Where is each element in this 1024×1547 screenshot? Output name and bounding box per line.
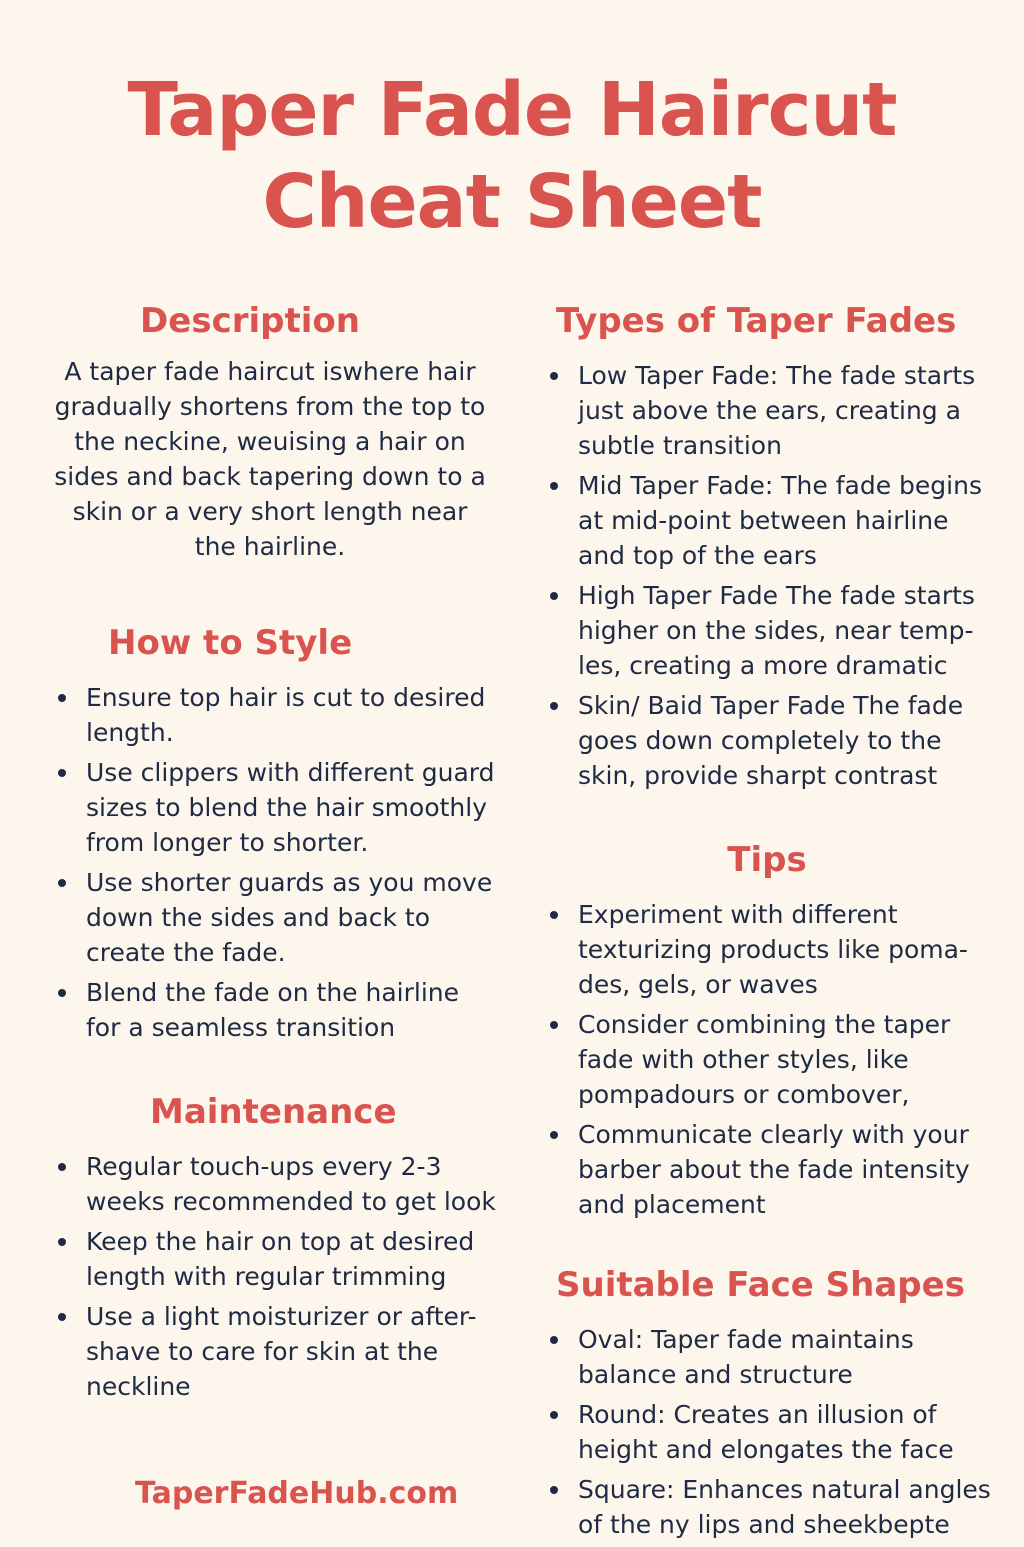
- list-item: Keep the hair on top at desired length with regular trimming: [50, 1224, 498, 1294]
- page-title: [0, 64, 1024, 248]
- types-list: [542, 358, 992, 793]
- maintenance-list: [50, 1149, 498, 1404]
- right-column: [542, 298, 992, 1547]
- list-item: Blend the fade on the hairline for a seamless transition: [50, 975, 498, 1045]
- list-item: Use a light moisturizer or after-shave to care for skin at the neckline: [50, 1299, 498, 1404]
- list-item: Round: Creates an illusion of height and elongates the face: [542, 1397, 992, 1467]
- how-to-style-section: [50, 620, 498, 1045]
- face-shapes-list: [542, 1322, 992, 1542]
- types-heading: Types of Taper Fades: [556, 301, 957, 341]
- list-item: Communicate clearly with your barber about the fade intensity and placement: [542, 1117, 992, 1222]
- list-item: Mid Taper Fade: The fade begins at mid-point between hairline and top of the ears: [542, 468, 992, 573]
- list-item: Ensure top hair is cut to desired length.: [50, 680, 498, 750]
- list-item: Use shorter guards as you move down the sides and back to create the fade.: [50, 865, 498, 970]
- list-item: Experiment with different texturizing products like poma-des, gels, or waves: [542, 897, 992, 1002]
- title-line-1: Taper Fade Haircut: [127, 67, 897, 153]
- tips-list: [542, 897, 992, 1222]
- title-line-2: Cheat Sheet: [262, 159, 762, 245]
- types-section: [542, 298, 992, 793]
- list-item: Regular touch-ups every 2-3 weeks recommended to get look: [50, 1149, 498, 1219]
- list-item: Skin/ Baid Taper Fade The fade goes down completely to the skin, provide sharpt contrast: [542, 688, 992, 793]
- maintenance-section: [50, 1089, 498, 1404]
- how-to-style-heading: How to Style: [108, 623, 353, 663]
- maintenance-heading: Maintenance: [150, 1092, 397, 1132]
- tips-heading: Tips: [727, 840, 807, 880]
- website-link[interactable]: TaperFadeHub.com: [135, 1476, 459, 1511]
- list-item: Use clippers with different guard sizes to blend the hair smoothly from longer to shorter.: [50, 755, 498, 860]
- left-column: [50, 298, 498, 1514]
- list-item: Square: Enhances natural angles of the ny lips and sheekbepte: [542, 1472, 992, 1542]
- how-to-style-list: [50, 680, 498, 1045]
- tips-section: [542, 837, 992, 1222]
- list-item: High Taper Fade The fade starts higher on the sides, near temp-les, creating a more dramatic: [542, 578, 992, 683]
- description-heading: Description: [140, 301, 360, 341]
- description-text: A taper fade haircut iswhere hair gradually shortens from the top to the neckine, weuising a hair on sides and back tapering down to a skin or a very short length near the hairline.: [54, 357, 486, 561]
- face-shapes-heading: Suitable Face Shapes: [556, 1265, 965, 1305]
- list-item: Low Taper Fade: The fade starts just above the ears, creating a subtle transition: [542, 358, 992, 463]
- description-section: [50, 298, 498, 564]
- list-item: Consider combining the taper fade with other styles, like pompadours or combover,: [542, 1007, 992, 1112]
- list-item: Oval: Taper fade maintains balance and structure: [542, 1322, 992, 1392]
- face-shapes-section: [542, 1262, 992, 1542]
